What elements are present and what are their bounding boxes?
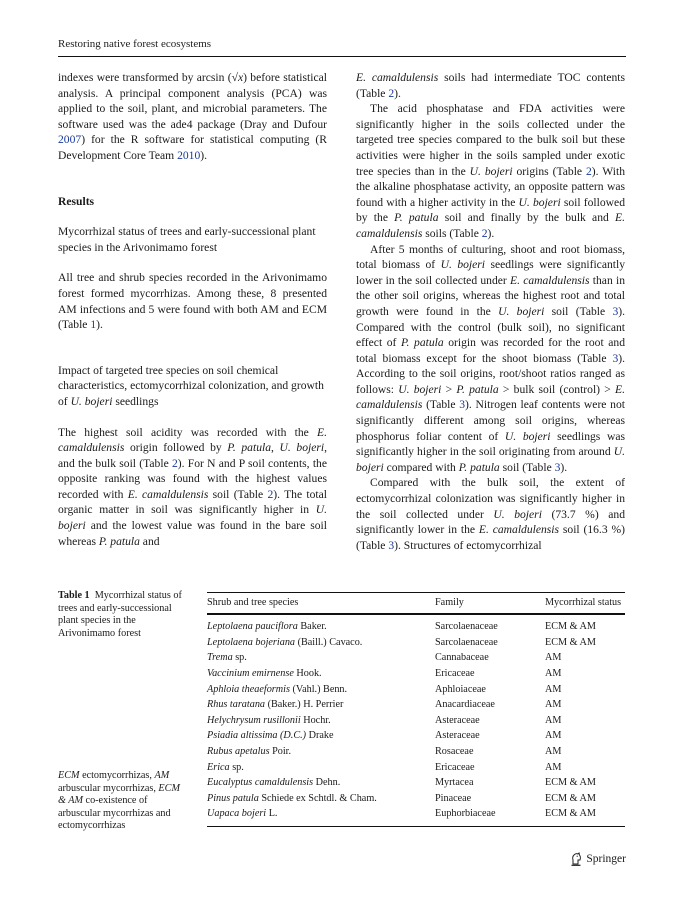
right-column bbox=[356, 70, 625, 553]
table-link[interactable]: 3 bbox=[612, 351, 619, 365]
column-header: Family bbox=[435, 593, 545, 615]
status-cell: ECM & AM bbox=[545, 777, 596, 789]
citation-link[interactable]: 2010 bbox=[177, 148, 201, 162]
status-cell: AM bbox=[545, 652, 562, 664]
table-caption: Table 1 Mycorrhizal status of trees and early-successional plant species in the Arivonimamo forest bbox=[58, 590, 182, 639]
family-cell: Myrtacea bbox=[435, 777, 474, 789]
status-cell: AM bbox=[545, 699, 562, 711]
family-cell: Cannabaceae bbox=[435, 652, 489, 664]
paragraph-statistics: indexes were transformed by arcsin (√x) before statistical analysis. A principal component analysis (PCA) was applied to the soil, plant, and microbial parameters. The software used was the ade4 package (Dray and Dufour 2007) for the R software for statistical computing (R Development Core Team 2010). bbox=[58, 71, 327, 162]
table-link[interactable]: 2 bbox=[267, 487, 274, 501]
paragraph-toc: E. camaldulensis soils had intermediate TOC contents (Table 2). bbox=[356, 71, 626, 100]
species-cell: Erica sp. bbox=[207, 761, 244, 773]
table-row bbox=[207, 666, 625, 682]
family-cell: Sarcolaenaceae bbox=[435, 636, 498, 648]
paragraph-soil-acidity: The highest soil acidity was recorded with the E. camaldulensis origin followed by P. patula, U. bojeri, and the bulk soil (Table 2). For N and P soil contents, the opposite ranking was found with the highest values recorded with E. camaldulensis soil (Table 2). The total organic matter in soil was significantly higher in U. bojeri and the lowest value was found in the bare soil whereas P. patula and bbox=[58, 425, 328, 548]
sqrt-x: √x bbox=[231, 71, 244, 84]
status-cell: ECM & AM bbox=[545, 792, 596, 804]
section-heading-results: Results bbox=[58, 194, 95, 208]
table-link[interactable]: 2 bbox=[481, 226, 488, 240]
table-row bbox=[207, 681, 625, 697]
species-cell: Rubus apetalus Poir. bbox=[207, 746, 292, 758]
column-header: Mycorrhizal status bbox=[545, 593, 625, 615]
family-cell: Anacardiaceae bbox=[435, 699, 495, 711]
status-cell: AM bbox=[545, 714, 562, 726]
publisher-name: Springer bbox=[586, 853, 626, 865]
status-cell: ECM & AM bbox=[545, 806, 625, 826]
species-cell: Leptolaena pauciflora Baker. bbox=[207, 621, 327, 633]
family-cell: Aphloiaceae bbox=[435, 683, 486, 695]
status-cell: AM bbox=[545, 683, 562, 695]
citation-link[interactable]: 2007 bbox=[58, 133, 82, 147]
species-cell: Uapaca bojeri L. bbox=[207, 806, 435, 826]
table-row bbox=[207, 775, 625, 791]
species-cell: Rhus taratana (Baker.) H. Perrier bbox=[207, 699, 344, 711]
table-footnote: ECM ectomycorrhizas, AM arbuscular mycorrhizas, ECM & AM co-existence of arbuscular mycorrhizas and ectomycorrhizas bbox=[58, 770, 180, 832]
status-cell: AM bbox=[545, 746, 562, 758]
table-row bbox=[207, 697, 625, 713]
table-link[interactable]: 2 bbox=[586, 164, 592, 178]
publisher-logo bbox=[570, 852, 626, 866]
family-cell: Euphorbiaceae bbox=[435, 806, 545, 826]
running-title: Restoring native forest ecosystems bbox=[58, 38, 212, 50]
species-cell: Helychrysum rusillonii Hochr. bbox=[207, 714, 331, 726]
family-cell: Asteraceae bbox=[435, 714, 480, 726]
table-row bbox=[207, 728, 625, 744]
table-row bbox=[207, 791, 625, 807]
table-link[interactable]: 3 bbox=[612, 304, 619, 318]
table-label: Table 1 bbox=[58, 590, 90, 601]
table-row bbox=[207, 635, 625, 651]
table-header-row bbox=[207, 593, 625, 615]
family-cell: Pinaceae bbox=[435, 792, 472, 804]
column-header: Shrub and tree species bbox=[207, 593, 435, 615]
table-link[interactable]: 3 bbox=[388, 538, 395, 552]
family-cell: Ericaceae bbox=[435, 761, 475, 773]
paragraph-biomass: After 5 months of culturing, shoot and root biomass, total biomass of U. bojeri seedlings were significantly lower in the soil collected under E. camaldulensis than in the other soil origins, whereas the highest root and total growth were found in the U. bojeri soil (Table 3). Compared with the control (bulk soil), no significant effect of P. patula origin was recorded for the root and total biomass except for the shoot biomass (Table 3). According to the soil origins, root/shoot ratios ranged as follows: U. bojeri > P. patula > bulk soil (control) > E. camaldulensis (Table 3). Nitrogen leaf contents were not significantly different among soil origins, whereas phosphorus foliar content of U. bojeri seedlings was significantly higher in the soil originating from around U. bojeri compared with P. patula soil (Table 3). bbox=[356, 242, 626, 474]
table-link[interactable]: 1 bbox=[90, 318, 97, 332]
table-row bbox=[207, 713, 625, 729]
springer-horse-icon bbox=[570, 852, 582, 866]
species-cell: Trema sp. bbox=[207, 652, 247, 664]
table-row bbox=[207, 806, 625, 826]
species-cell: Leptolaena bojeriana (Baill.) Cavaco. bbox=[207, 636, 363, 648]
table-link[interactable]: 2 bbox=[171, 456, 178, 470]
species-cell: Eucalyptus camaldulensis Dehn. bbox=[207, 777, 341, 789]
table-link[interactable]: 2 bbox=[388, 86, 395, 100]
mycorrhizal-status-table bbox=[207, 592, 625, 827]
status-cell: ECM & AM bbox=[545, 636, 596, 648]
status-cell: ECM & AM bbox=[545, 621, 596, 633]
left-column bbox=[58, 70, 327, 549]
species-cell: Vaccinium emirnense Hook. bbox=[207, 668, 322, 680]
family-cell: Ericaceae bbox=[435, 668, 475, 680]
table-link[interactable]: 3 bbox=[554, 460, 561, 474]
species-cell: Pinus patula Schiede ex Schtdl. & Cham. bbox=[207, 792, 377, 804]
subsection-heading-impact: Impact of targeted tree species on soil chemical characteristics, ectomycorrhizal colonization, and growth of U. bojeri seedlings bbox=[58, 363, 324, 408]
paragraph-ectomycorrhizal-colonization: Compared with the bulk soil, the extent of ectomycorrhizal colonization was significantly higher in the soil collected under U. bojeri (73.7 %) and significantly lower in the E. camaldulensis soil (16.3 %) (Table 3). Structures of ectomycorrhizal bbox=[356, 476, 625, 552]
table-row bbox=[207, 744, 625, 760]
family-cell: Asteraceae bbox=[435, 730, 480, 742]
table-link[interactable]: 3 bbox=[459, 398, 466, 412]
species-cell: Psiadia altissima (D.C.) Drake bbox=[207, 730, 334, 742]
header-rule bbox=[58, 56, 626, 57]
table-row bbox=[207, 759, 625, 775]
subsection-heading-mycorrhizal-status: Mycorrhizal status of trees and early-successional plant species in the Arivonimamo forest bbox=[58, 225, 316, 254]
table-row bbox=[207, 650, 625, 666]
status-cell: AM bbox=[545, 761, 562, 773]
family-cell: Rosaceae bbox=[435, 746, 474, 758]
paragraph-mycorrhizal-status: All tree and shrub species recorded in the Arivonimamo forest formed mycorrhizas. Among these, 8 presented AM infections and 5 were found with both AM and ECM (Table 1). bbox=[58, 271, 327, 332]
table-row bbox=[207, 614, 625, 635]
status-cell: AM bbox=[545, 668, 562, 680]
status-cell: AM bbox=[545, 730, 562, 742]
species-cell: Aphloia theaeformis (Vahl.) Benn. bbox=[207, 683, 348, 695]
paragraph-phosphatase: The acid phosphatase and FDA activities were significantly higher in the soils collected under the targeted tree species compared to the bulk soil but these activities were higher in the soils sampled under exotic tree species than in the U. bojeri origins (Table 2). With the alkaline phosphatase activity, an opposite pattern was found with a higher activity in the U. bojeri soil followed by the P. patula soil and finally by the bulk and E. camaldulensis soils (Table 2). bbox=[356, 102, 625, 240]
family-cell: Sarcolaenaceae bbox=[435, 621, 498, 633]
